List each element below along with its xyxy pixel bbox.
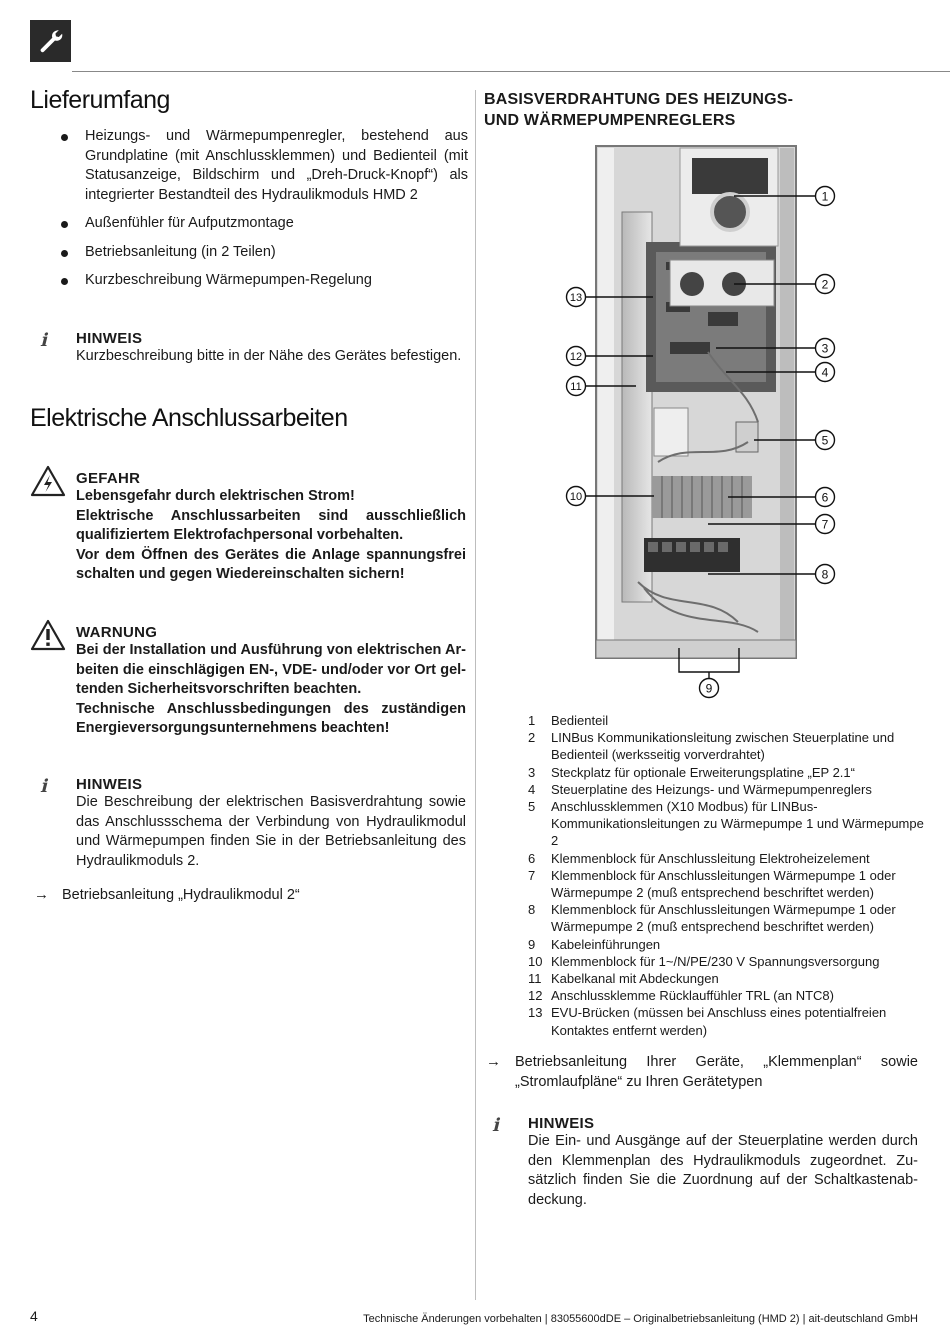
wiring-heading: BASISVERDRAHTUNG DES HEIZUNGS- UND WÄRMEPUMPENREGLERS: [484, 91, 794, 129]
danger-line: Lebensgefahr durch elektrischen Strom!: [76, 488, 355, 504]
bullet-icon: [61, 250, 68, 257]
electrical-hazard-icon: [30, 464, 66, 498]
arrow-icon: →: [34, 886, 49, 903]
note-heading: HINWEIS: [76, 330, 143, 347]
warning-box: [76, 624, 466, 739]
bullet-icon: [61, 221, 68, 228]
warning-line: Bei der Installation und Ausführung von elektrischen Arbeiten die einschlägigen EN-, VDE- und/oder vor Ort geltenden Sicherheitsvorschriften beachten.: [76, 642, 466, 697]
list-item: Kurzbeschreibung Wärmepumpen-Regelung: [58, 271, 468, 291]
wiring-diagram-photo: [558, 142, 840, 702]
callout-label: 13: [569, 292, 583, 304]
info-icon: ℹ: [40, 776, 47, 797]
legend-item: 6 Klemmenblock für Anschlussleitung Elektroheizelement: [528, 850, 870, 866]
callout-label: 5: [821, 433, 829, 448]
section-title-electrical: Elektrische Anschlussarbeiten: [30, 404, 348, 432]
callout-label: 1: [821, 189, 829, 204]
legend-item: 7 Klemmenblock für Anschlussleitungen Wärmepumpe 1 oder Wärmepumpe 2 (muß entsprechend beschriftet werden): [528, 867, 896, 901]
column-divider: [475, 90, 476, 1300]
reference-link-klemmenplan[interactable]: Betriebsanleitung Ihrer Geräte, „Klemmenplan“ sowie „Stromlaufpläne“ zu Ihren Gerätetypen: [515, 1054, 918, 1090]
callout-label: 9: [705, 681, 713, 696]
danger-line: Elektrische Anschlussarbeiten sind ausschließlich qualifiziertem Elektrofachpersonal vorbehalten.: [76, 507, 466, 543]
reference-link-hydraulikmodul[interactable]: Betriebsanleitung „Hydraulikmodul 2“: [62, 887, 300, 903]
legend-item: 4 Steuerplatine des Heizungs- und Wärmepumpenreglers: [528, 781, 872, 797]
bullet-icon: [61, 134, 68, 141]
callout-label: 8: [821, 567, 829, 582]
callout-label: 12: [569, 351, 583, 363]
section-title-lieferumfang: Lieferumfang: [30, 86, 170, 114]
danger-heading: GEFAHR: [76, 470, 141, 487]
footer-text: Technische Änderungen vorbehalten | 83055600dDE – Originalbetriebsanleitung (HMD 2) | ait-deutschland GmbH: [363, 1313, 918, 1325]
legend-item: 11 Kabelkanal mit Abdeckungen: [528, 971, 719, 987]
note-text: Kurzbeschreibung bitte in der Nähe des Gerätes befestigen.: [76, 348, 462, 364]
list-item: Außenfühler für Aufputzmontage: [58, 214, 468, 234]
callout-label: 7: [821, 517, 829, 532]
note-heading: HINWEIS: [528, 1115, 595, 1132]
warning-line: Technische Anschlussbedingungen des zuständigen Energieversorgungsunternehmens beachten!: [76, 700, 466, 736]
callout-label: 11: [570, 381, 582, 393]
note-box-1: [76, 330, 468, 367]
danger-box: [76, 470, 466, 585]
legend-item: 1 Bedienteil: [528, 713, 609, 728]
legend-item: 8 Klemmenblock für Anschlussleitungen Wärmepumpe 1 oder Wärmepumpe 2 (muß entsprechend beschriftet werden): [528, 902, 896, 935]
wrench-icon: [37, 27, 65, 55]
callout-label: 3: [821, 341, 829, 356]
info-icon: ℹ: [40, 330, 47, 351]
note-text: Die Ein- und Ausgänge auf der Steuerplatine werden durch den Klemmenplan des Hydraulikmoduls zugeordnet. Zusätzlich finden Sie die Zuordnung auf der Schaltkastenabdeckung.: [528, 1133, 918, 1208]
page-number: 4: [30, 1308, 38, 1324]
callout-label: 6: [821, 490, 829, 505]
legend-item: 3 Steckplatz für optionale Erweiterungsplatine „EP 2.1“: [528, 764, 855, 780]
section-icon-box: [30, 20, 71, 62]
arrow-icon: →: [486, 1053, 501, 1070]
list-item: Heizungs- und Wärmepumpenregler, bestehend aus Grundplatine (mit Anschlussklemmen) und Bedienteil (mit Statusanzeige, Bildschirm und „Dreh-Druck-Knopf“) als integrierter Bestandteil des Hydraulikmoduls HMD 2: [58, 127, 468, 205]
warning-heading: WARNUNG: [76, 624, 158, 641]
list-item: Betriebsanleitung (in 2 Teilen): [58, 243, 468, 263]
note-heading: HINWEIS: [76, 776, 143, 793]
legend-item: 10 Klemmenblock für 1~/N/PE/230 V Spannungsversorgung: [528, 953, 880, 969]
legend-item: 5 Anschlussklemmen (X10 Modbus) für LINBus-Kommunikationsleitungen zu Wärmepumpe 1 und Wärmepumpe 2: [528, 799, 924, 849]
warning-icon: [30, 618, 66, 652]
info-icon: ℹ: [492, 1115, 499, 1136]
callout-label: 10: [569, 491, 583, 503]
component-legend: [528, 712, 928, 1039]
legend-item: 12 Anschlussklemme Rücklauffühler TRL (an NTC8): [528, 988, 834, 1004]
note-box-3: [528, 1115, 918, 1210]
note-box-2: [76, 776, 466, 871]
danger-line: Vor dem Öffnen des Gerätes die Anlage spannungsfrei schalten und gegen Wiedereinschalten sichern!: [76, 546, 466, 582]
bullet-icon: [61, 278, 68, 285]
header-rule: [72, 71, 950, 72]
note-text: Die Beschreibung der elektrischen Basisverdrahtung sowie das Anschlussschema der Verbindung von Hydraulikmodul und Wärmepumpen finden Sie in der Betriebsanleitung des Hydraulikmoduls 2.: [76, 794, 466, 869]
legend-item: 13 EVU-Brücken (müssen bei Anschluss eines potentialfreien Kontaktes entfernt werden): [528, 1005, 887, 1038]
scope-of-delivery-list: [58, 127, 468, 300]
legend-item: 9 Kabeleinführungen: [528, 936, 661, 952]
callout-label: 4: [821, 365, 829, 380]
callout-label: 2: [821, 277, 829, 292]
legend-item: 2 LINBus Kommunikationsleitung zwischen Steuerplatine und Bedienteil (werksseitig vorverdrahtet): [528, 730, 895, 763]
